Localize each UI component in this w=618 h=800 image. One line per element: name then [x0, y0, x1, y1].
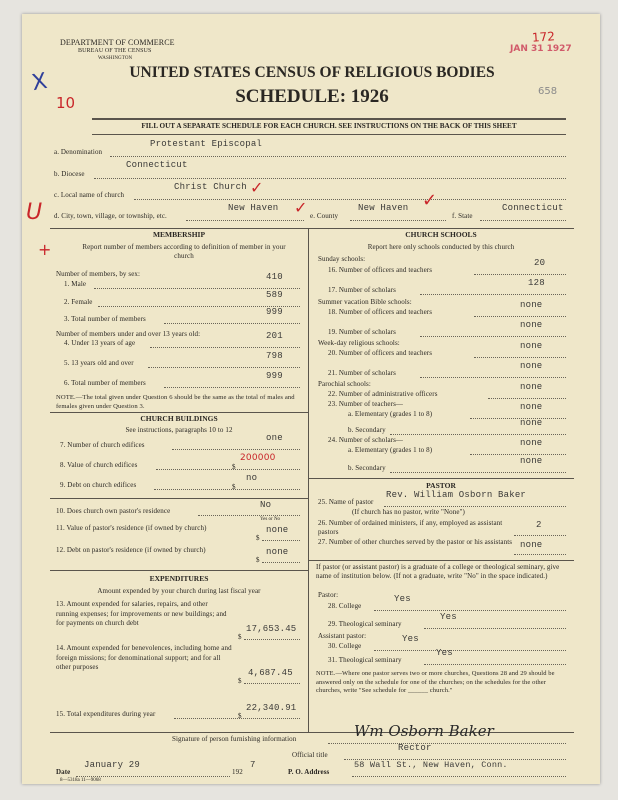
q16-value: 20	[534, 258, 546, 268]
q28-label: 28. College	[328, 602, 362, 610]
received-stamp: JAN 31 1927	[510, 44, 572, 54]
q31-value: Yes	[436, 648, 453, 658]
dollar-sign: $	[232, 463, 236, 471]
dollar-sign-2: $	[232, 483, 236, 491]
department: DEPARTMENT OF COMMERCE	[60, 38, 175, 47]
dollar-sign-3: $	[256, 534, 260, 542]
q19-label: 19. Number of scholars	[328, 328, 396, 336]
q6-value: 999	[266, 371, 283, 381]
year-value: 7	[250, 760, 256, 770]
state-value: Connecticut	[502, 203, 564, 213]
q22-label: 22. Number of administrative officers	[328, 390, 438, 398]
q29-label: 29. Theological seminary	[328, 620, 402, 628]
address-label: P. O. Address	[288, 768, 330, 776]
q5-label: 5. 13 years old and over	[64, 359, 134, 367]
q10-value: No	[260, 500, 272, 510]
q27-value: none	[520, 540, 543, 550]
q1-value: 410	[266, 272, 283, 282]
schedule-title: SCHEDULE: 1926	[235, 86, 389, 107]
q14-value: 4,687.45	[248, 668, 293, 678]
denomination-value: Protestant Episcopal	[150, 139, 263, 149]
expenditures-intro: Amount expended by your church during last fiscal year	[97, 587, 261, 595]
by-sex-label: Number of members, by sex:	[56, 270, 141, 278]
separate-schedule-instruction: FILL OUT A SEPARATE SCHEDULE FOR EACH CHURCH. SEE INSTRUCTIONS ON THE BACK OF THIS SHEET	[141, 122, 517, 130]
q31-label: 31. Theological seminary	[328, 656, 402, 664]
county-value: New Haven	[358, 203, 409, 213]
q4-value: 201	[266, 331, 283, 341]
dollar-sign-6: $	[238, 677, 242, 685]
diocese-value: Connecticut	[126, 160, 188, 170]
county-label: e. County	[310, 212, 339, 220]
sunday-label: Sunday schools:	[318, 255, 366, 263]
dollar-sign-7: $	[238, 712, 242, 720]
q24a-value: none	[520, 438, 543, 448]
q24a-label: a. Elementary (grades 1 to 8)	[348, 446, 433, 454]
date-label: Date	[56, 768, 71, 776]
membership-heading: MEMBERSHIP	[152, 230, 206, 239]
q23a-label: a. Elementary (grades 1 to 8)	[348, 410, 433, 418]
pastor-note: NOTE.—Where one pastor serves two or more churches, Questions 28 and 29 should be answered only on the schedule for one of the churches; on the schedules for the other churches, write "See schedule for ______ church."	[316, 670, 555, 694]
q13-value: 17,653.45	[246, 624, 297, 634]
q17-value: 128	[528, 278, 545, 288]
q11-label: 11. Value of pastor's residence (if owned by church)	[56, 524, 207, 532]
buildings-heading: CHURCH BUILDINGS	[140, 414, 218, 423]
q21-label: 21. Number of scholars	[328, 369, 396, 377]
q5-value: 798	[266, 351, 283, 361]
membership-note: NOTE.—The total given under Question 6 should be the same as the total of males and females given under Question 3.	[56, 394, 295, 410]
form-code: 8—5318a 11—9068	[60, 778, 101, 783]
denomination-label: a. Denomination	[54, 148, 103, 156]
red-number-mark: 10	[56, 94, 76, 112]
diocese-label: b. Diocese	[54, 170, 85, 178]
q23b-label: b. Secondary	[348, 426, 386, 434]
local-name-label: c. Local name of church	[54, 191, 125, 199]
q23-label: 23. Number of teachers—	[328, 400, 403, 408]
q7-value: one	[266, 433, 283, 443]
weekday-label: Week-day religious schools:	[318, 339, 400, 347]
signature-label: Signature of person furnishing information	[172, 735, 297, 743]
q3-label: 3. Total number of members	[64, 315, 146, 323]
under-over-label: Number of members under and over 13 years old:	[56, 330, 201, 338]
q2-value: 589	[266, 290, 283, 300]
q25-label: 25. Name of pastor	[318, 498, 374, 506]
bureau: BUREAU OF THE CENSUS	[78, 48, 152, 54]
q27-label: 27. Number of other churches served by the pastor or his assistants	[318, 538, 513, 546]
q24b-value: none	[520, 456, 543, 466]
q13-label: 13. Amount expended for salaries, repairs, and other running expenses; for improvements or new buildings; and for payments on church debt	[56, 600, 227, 627]
city-value: New Haven	[228, 203, 279, 213]
schools-heading: CHURCH SCHOOLS	[405, 230, 477, 239]
q18-value: none	[520, 300, 543, 310]
red-check-mark-3: ✓	[422, 190, 438, 211]
stamp-number: 172	[531, 29, 556, 45]
vacation-label: Summer vacation Bible schools:	[318, 298, 412, 306]
parochial-label: Parochial schools:	[318, 380, 371, 388]
q20-value: none	[520, 341, 543, 351]
q2-label: 2. Female	[64, 298, 93, 306]
q9-value: no	[246, 473, 258, 483]
q8-label: 8. Value of church edifices	[60, 461, 138, 469]
state-label: f. State	[452, 212, 473, 220]
q3-value: 999	[266, 307, 283, 317]
q6-label: 6. Total number of members	[64, 379, 146, 387]
membership-intro: Report number of members according to definition of member in your church	[82, 243, 286, 260]
q18-label: 18. Number of officers and teachers	[328, 308, 433, 316]
q10-hint: Yes or No	[260, 517, 281, 522]
year-prefix: 192	[232, 768, 243, 776]
q23b-value: none	[520, 418, 543, 428]
q22-value: none	[520, 382, 543, 392]
q1-label: 1. Male	[64, 280, 87, 288]
blue-x-mark: X	[29, 68, 50, 97]
expenditures-heading: EXPENDITURES	[149, 574, 209, 583]
q19-value: none	[520, 320, 543, 330]
q25-value: Rev. William Osborn Baker	[386, 490, 527, 500]
q10-label: 10. Does church own pastor's residence	[56, 507, 171, 515]
q23a-value: none	[520, 402, 543, 412]
city-label: d. City, town, village, or township, etc.	[54, 212, 167, 220]
graduate-note: If pastor (or assistant pastor) is a graduate of a college or theological seminary, give name of institution below. (If not a graduate, write "No" in the space indicated.)	[316, 563, 560, 580]
red-check-mark: ✓	[250, 178, 264, 197]
q4-label: 4. Under 13 years of age	[64, 339, 136, 347]
q20-label: 20. Number of officers and teachers	[328, 349, 433, 357]
q7-label: 7. Number of church edifices	[60, 441, 145, 449]
q15-label: 15. Total expenditures during year	[56, 710, 156, 718]
signature-value: Wm Osborn Baker	[354, 722, 494, 740]
pastor-heading: PASTOR	[426, 481, 456, 490]
q24b-label: b. Secondary	[348, 464, 386, 472]
assistant-pastor-label: Assistant pastor:	[318, 632, 367, 640]
q17-label: 17. Number of scholars	[328, 286, 396, 294]
q26-value: 2	[536, 520, 542, 530]
q14-label: 14. Amount expended for benevolences, including home and foreign missions; for denominational support; and for all other purposes	[56, 644, 232, 671]
date-value: January 29	[84, 760, 141, 770]
address-value: 58 Wall St., New Haven, Conn.	[354, 760, 508, 770]
official-title-value: Rector	[398, 743, 432, 753]
q24-label: 24. Number of scholars—	[328, 436, 404, 444]
q26-label: 26. Number of ordained ministers, if any, employed as assistant pastors	[318, 519, 503, 536]
official-title-label: Official title	[292, 751, 328, 759]
red-check-mark-2: ✓	[294, 198, 308, 217]
q21-value: none	[520, 361, 543, 371]
city: WASHINGTON	[98, 56, 133, 61]
q15-value: 22,340.91	[246, 703, 297, 713]
dollar-sign-5: $	[238, 633, 242, 641]
q30-label: 30. College	[328, 642, 362, 650]
q16-label: 16. Number of officers and teachers	[328, 266, 433, 274]
schools-intro: Report here only schools conducted by this church	[367, 243, 515, 251]
red-u-mark: U	[26, 200, 43, 225]
buildings-instructions: See instructions, paragraphs 10 to 12	[125, 426, 233, 434]
q28-value: Yes	[394, 594, 411, 604]
red-plus-mark: +	[38, 240, 52, 259]
q11-value: none	[266, 525, 289, 535]
file-number: 658	[538, 86, 558, 97]
pastor-label: Pastor:	[318, 591, 339, 599]
q12-label: 12. Debt on pastor's residence (if owned by church)	[56, 546, 206, 554]
q12-value: none	[266, 547, 289, 557]
local-name-value: Christ Church	[174, 182, 247, 192]
q29-value: Yes	[440, 612, 457, 622]
form-title: UNITED STATES CENSUS OF RELIGIOUS BODIES	[129, 64, 495, 81]
q9-label: 9. Debt on church edifices	[60, 481, 137, 489]
census-schedule-sheet	[22, 14, 600, 784]
q25-hint: (If church has no pastor, write "None")	[352, 508, 465, 516]
dollar-sign-4: $	[256, 556, 260, 564]
q8-value: 200000	[240, 453, 276, 463]
q30-value: Yes	[402, 634, 419, 644]
